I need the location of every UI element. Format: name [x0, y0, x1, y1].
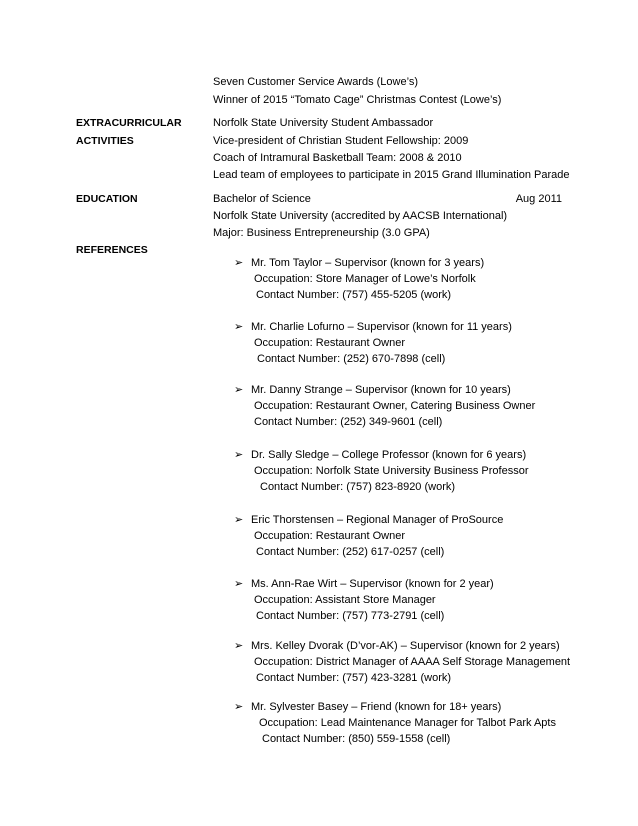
reference-name: Mrs. Kelley Dvorak (D’vor-AK) – Supervisor (known for 2 years): [251, 640, 560, 652]
reference-contact: Contact Number: (757) 773-2791 (cell): [256, 610, 445, 622]
section-heading-activities: ACTIVITIES: [76, 135, 134, 147]
reference-contact: Contact Number: (757) 423-3281 (work): [256, 672, 452, 684]
arrow-bullet-icon: ➢: [234, 321, 244, 333]
reference-contact: Contact Number: (252) 349-9601 (cell): [254, 416, 443, 428]
reference-occupation: Occupation: Restaurant Owner, Catering Business Owner: [254, 400, 536, 412]
education-degree: Bachelor of Science: [213, 193, 311, 205]
reference-name: Dr. Sally Sledge – College Professor (known for 6 years): [251, 449, 527, 461]
reference-contact: Contact Number: (252) 670-7898 (cell): [257, 353, 446, 365]
arrow-bullet-icon: ➢: [234, 514, 244, 526]
reference-occupation: Occupation: District Manager of AAAA Self Storage Management: [254, 656, 571, 668]
reference-occupation: Occupation: Norfolk State University Business Professor: [254, 465, 529, 477]
reference-name: Ms. Ann-Rae Wirt – Supervisor (known for 2 year): [251, 578, 494, 590]
reference-occupation: Occupation: Assistant Store Manager: [254, 594, 436, 606]
arrow-bullet-icon: ➢: [234, 640, 244, 652]
reference-occupation: Occupation: Lead Maintenance Manager for Talbot Park Apts: [259, 717, 556, 729]
education-date: Aug 2011: [515, 193, 562, 205]
arrow-bullet-icon: ➢: [234, 701, 244, 713]
arrow-bullet-icon: ➢: [234, 257, 244, 269]
reference-name: Mr. Tom Taylor – Supervisor (known for 3 years): [251, 257, 485, 269]
section-heading-references: REFERENCES: [76, 244, 148, 256]
arrow-bullet-icon: ➢: [234, 578, 244, 590]
reference-occupation: Occupation: Restaurant Owner: [254, 530, 406, 542]
extracurricular-item: Norfolk State University Student Ambassador: [213, 117, 434, 129]
reference-name: Mr. Charlie Lofurno – Supervisor (known for 11 years): [251, 321, 512, 333]
section-heading-education: EDUCATION: [76, 193, 138, 205]
reference-name: Eric Thorstensen – Regional Manager of ProSource: [251, 514, 504, 526]
award-line: Winner of 2015 “Tomato Cage” Christmas Contest (Lowe’s): [213, 94, 502, 106]
section-heading-extracurricular: EXTRACURRICULAR: [76, 117, 182, 129]
arrow-bullet-icon: ➢: [234, 384, 244, 396]
extracurricular-item: Vice-president of Christian Student Fellowship: 2009: [213, 135, 469, 147]
reference-occupation: Occupation: Restaurant Owner: [254, 337, 406, 349]
reference-name: Mr. Sylvester Basey – Friend (known for 18+ years): [251, 701, 502, 713]
arrow-bullet-icon: ➢: [234, 449, 244, 461]
education-major: Major: Business Entrepreneurship (3.0 GPA): [213, 227, 430, 239]
reference-contact: Contact Number: (252) 617-0257 (cell): [256, 546, 445, 558]
education-school: Norfolk State University (accredited by AACSB International): [213, 210, 508, 222]
reference-occupation: Occupation: Store Manager of Lowe’s Norfolk: [254, 273, 476, 285]
reference-contact: Contact Number: (757) 455-5205 (work): [256, 289, 452, 301]
reference-name: Mr. Danny Strange – Supervisor (known for 10 years): [251, 384, 511, 396]
reference-contact: Contact Number: (757) 823-8920 (work): [260, 481, 456, 493]
extracurricular-item: Lead team of employees to participate in 2015 Grand Illumination Parade: [213, 169, 570, 181]
reference-contact: Contact Number: (850) 559-1558 (cell): [262, 733, 451, 745]
extracurricular-item: Coach of Intramural Basketball Team: 2008 & 2010: [213, 152, 462, 164]
award-line: Seven Customer Service Awards (Lowe’s): [213, 76, 419, 88]
